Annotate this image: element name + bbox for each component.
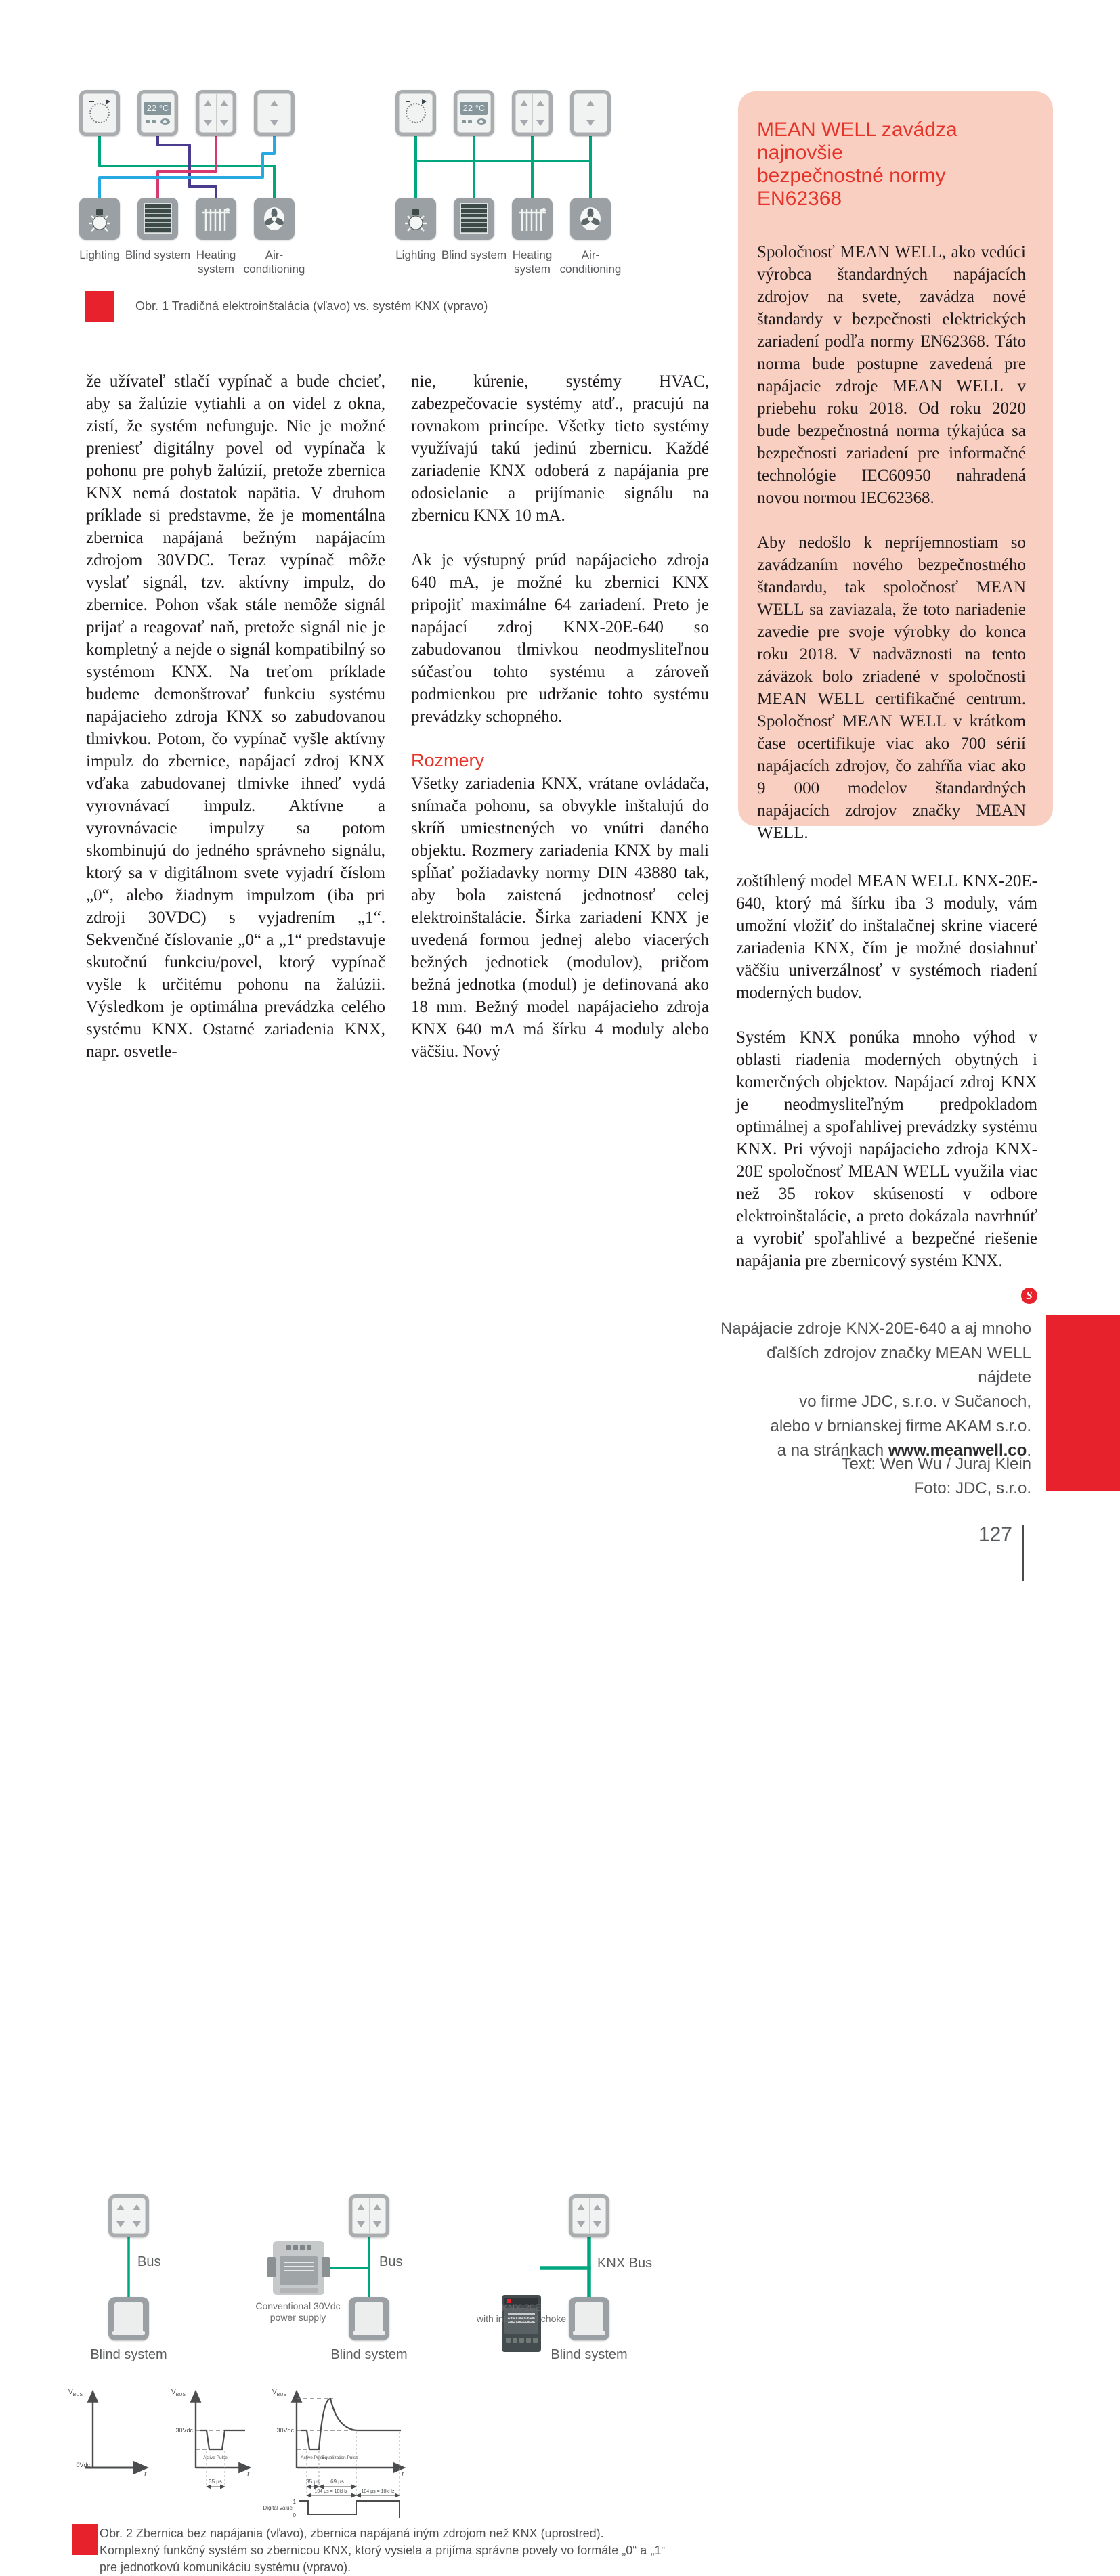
up-arrow-icon <box>577 2204 585 2210</box>
bus-label-left: Bus <box>137 2254 161 2269</box>
down-arrow-icon <box>520 120 528 126</box>
digital-zero-label: 0 <box>293 2512 296 2518</box>
rocker-cell <box>573 2198 589 2233</box>
zero-vdc-label: 0Vdc <box>76 2462 90 2468</box>
dimmer-face <box>399 93 433 133</box>
us35-label: 35 μs <box>306 2479 320 2485</box>
distributor-note-line-5-prefix: a na stránkach <box>777 1441 888 1460</box>
text-credit: Text: Wen Wu / Juraj Klein <box>841 1455 1031 1473</box>
thermostat-buttons <box>146 118 170 125</box>
down-arrow-icon <box>204 120 212 126</box>
psu-label <box>254 2300 342 2323</box>
figure-2-caption-line-3: pre jednotkovú komunikáciu systému (vpravo). <box>100 2560 351 2574</box>
end-of-article-mark: S <box>1021 1288 1037 1304</box>
down-arrow-icon <box>270 120 278 126</box>
vbus-trace <box>200 2430 245 2449</box>
article-column-2 <box>411 370 709 1063</box>
blind-system-middle <box>349 2297 389 2340</box>
figure-1 <box>0 0 718 318</box>
down-arrow-icon <box>116 2221 125 2227</box>
blind-label-right: Blind system <box>551 2347 628 2362</box>
thermostat <box>137 90 178 136</box>
aircon-device-knx <box>570 198 611 240</box>
knx20e-label <box>474 2302 569 2325</box>
psu-label-line-2: power supply <box>270 2312 326 2323</box>
credits <box>720 1452 1031 1501</box>
thermostat-button-icon <box>146 120 150 123</box>
double-rocker-switch <box>196 90 236 136</box>
up-arrow-icon <box>520 100 528 106</box>
digital-value-trace <box>299 2501 400 2518</box>
fan-icon <box>576 202 605 235</box>
thermostat-button-icon <box>468 120 472 123</box>
up-arrow-icon <box>270 100 278 106</box>
figure-2-caption-line-1: Obr. 2 Zbernica bez napájania (vľavo), zbernica napájaná iným zdrojom než KNX (uprostred). <box>100 2527 604 2540</box>
column-2-paragraph-2: Ak je výstupný prúd napájacieho zdroja 640 mA, je možné ku zbernici KNX pripojiť maximálne 64 zariadení. Preto je napájací zdroj KNX-20E-640 so zabudovanou tlmivkou neodmysliteľnou súčasťou tohto systému a zároveň podmienkou pre udržanie tohto systému prevádzky schopného. <box>411 551 709 726</box>
dimmer-switch-knx <box>395 90 436 136</box>
distributor-note-line-4: alebo v brnianskej firme AKAM s.r.o. <box>770 1417 1031 1435</box>
knx20e-label-line-1: KNX-20E <box>501 2302 542 2313</box>
single-rocker-switch <box>254 90 295 136</box>
page-edge-red-bar <box>1046 1315 1120 1491</box>
us35-label: 35 μs <box>209 2479 222 2485</box>
up-arrow-icon <box>536 100 544 106</box>
digital-value-label: Digital value <box>263 2505 293 2511</box>
label-heating-knx: Heating system <box>512 248 553 276</box>
rocker-cell <box>129 2198 146 2233</box>
blind-device <box>137 198 178 240</box>
up-arrow-icon <box>357 2204 365 2210</box>
down-arrow-icon <box>373 2221 381 2227</box>
knx-bus-label: KNX Bus <box>597 2256 653 2271</box>
meanwell-sidebar-box <box>738 91 1053 842</box>
rocker-face <box>112 2198 146 2234</box>
psu-din-clip-left <box>267 2257 276 2277</box>
article-column-1: že užívateľ stlačí vypínač a bude chcieť, aby sa žalúzie vytiahli a on videl z okna, zistí, že systém nefunguje. Nie je možné preniesť digitálny povel od vypínača k pohonu pre pohyb žalúzií, pretože zbernica KNX nemá dostatok napätia. V druhom príklade si predstavme, že je momentálna zbernica napájaná bežným napájacím zdrojom 30VDC. Teraz vypínač môže vyslať signál, tzv. aktívny impulz, do zbernice. Pohon však stále nemôže signál prijať a reagovať naň, pretože signál nie je kompletný a nejde o signál kompatibilný so systémom KNX. Na treťom príklade budeme demonštrovať funkciu systému napájacieho zdroja KNX so zabudovanou tlmivkou. Potom, čo vypínač vyšle aktívny impulz do zbernice, napájací zdroj KNX vďaka zabudovanej tlmivke ihneď vydá vyrovnávací impulz. Aktívne a vyrovnávacie impulzy sa potom skombinujú do jedného správneho signálu, ktorý sa v digitálnom svete vyjadrí číslom „0“, alebo žiadnym impulzom (iba pri zdroji 30VDC) s vyjadrením „1“. Sekvenčné číslovanie „0“ a „1“ predstavuje skutočnú funkciu/povel, ktorý vypínač vyšle k určitému pohonu na žalúzii. Výsledkom je optimálna prevádzka celého systému KNX. Ostatné zariadenia KNX, napr. osvetle- <box>86 372 385 1061</box>
dimmer-switch <box>79 90 120 136</box>
blinds-icon <box>460 203 488 234</box>
up-arrow-icon <box>204 100 212 106</box>
rocker-cell <box>589 2198 606 2233</box>
blind-system-left <box>108 2297 149 2340</box>
vbus-label: $V_{BUS}$ <box>171 2388 186 2397</box>
blind-system-right <box>569 2297 609 2340</box>
rocker-face <box>574 93 607 133</box>
knx20e-label-line-2: with integrated choke <box>476 2313 567 2324</box>
down-arrow-icon <box>133 2221 141 2227</box>
rocker-face <box>199 93 233 133</box>
rocker-cell <box>574 94 607 132</box>
radiator-icon <box>517 204 547 234</box>
rocker-cell <box>353 2198 369 2233</box>
rozmery-heading: Rozmery <box>411 750 485 770</box>
up-arrow-icon <box>116 2204 125 2210</box>
up-arrow-icon <box>586 100 595 106</box>
blind-switch-middle <box>349 2194 389 2237</box>
distributor-note <box>720 1317 1031 1463</box>
blind-label-left: Blind system <box>90 2347 167 2362</box>
label-blind: Blind system <box>125 248 191 261</box>
column-2-paragraph-1: nie, kúrenie, systémy HVAC, zabezpečovacie systémy atď., pracujú na rovnakom princípe. Všetky tieto systémy využívajú takú jedinú zbernicu. Každé zariadenie KNX odoberá z napájania pre odosielanie a prijímanie signálu na zbernicu KNX 10 mA. <box>411 372 709 525</box>
down-arrow-icon <box>536 120 544 126</box>
thirty-vdc-label: 30Vdc <box>175 2427 193 2434</box>
thirty-vdc-label: 30Vdc <box>276 2427 294 2434</box>
vbus-label: $V_{BUS}$ <box>272 2388 287 2397</box>
thermostat-knx <box>454 90 494 136</box>
rocker-face <box>257 93 291 133</box>
psu-terminals <box>280 2288 318 2293</box>
bus-label-middle: Bus <box>379 2254 403 2269</box>
meanwell-url-link[interactable]: www.meanwell.co <box>888 1441 1027 1460</box>
sidebar-title-line-1: MEAN WELL zavádza najnovšie <box>757 118 957 164</box>
page-number-divider <box>1022 1525 1024 1581</box>
t-label: t <box>247 2469 250 2479</box>
thermostat-display: 22 °C <box>144 102 171 115</box>
t-label: t <box>144 2469 147 2479</box>
up-arrow-icon <box>373 2204 381 2210</box>
label-heating: Heating system <box>196 248 236 276</box>
blind-switch-right <box>569 2194 609 2237</box>
thermostat-sensor-icon <box>477 118 486 125</box>
double-rocker-switch-knx <box>512 90 553 136</box>
blind-device-knx <box>454 198 494 240</box>
rocker-cell <box>516 94 532 132</box>
us104-label-1: 104 μs = 10kHz <box>314 2489 348 2494</box>
lighting-device <box>79 198 120 240</box>
psu-vents <box>280 2245 318 2253</box>
dimmer-arrow-icon <box>422 99 427 104</box>
psu-label-line-1: Conventional 30Vdc <box>255 2300 341 2311</box>
blinds-icon <box>144 203 172 234</box>
dimmer-arrow-icon <box>106 99 110 104</box>
figure-2-caption-marker <box>72 2524 98 2555</box>
rocker-cell <box>369 2198 386 2233</box>
heating-device <box>196 198 236 240</box>
lightbulb-icon <box>402 203 429 234</box>
radiator-icon <box>201 204 231 234</box>
thermostat-face <box>457 93 491 133</box>
thermostat-buttons <box>462 118 486 125</box>
active-pulse-label: Active Pulse <box>203 2455 228 2460</box>
thermostat-display: 22 °C <box>460 102 488 115</box>
dimmer-dial-icon <box>406 103 426 123</box>
article-column-3-paragraph-2: Systém KNX ponúka mnoho výhod v oblasti riadenia moderných obytných i komerčných objektov. Napájací zdroj KNX je neodmysliteľným predpokladom optimálnej a spoľahlivej prevádzky systému KNX. Pri vývoji napájacieho zdroja KNX-20E spoločnosť MEAN WELL využila viac než 35 rokov skúseností v odbore elektroinštalácie, a preto dokázala navrhnúť a vyrobiť spoľahlivé a bezpečné riešenie napájania pre zbernicový systém KNX. <box>736 1028 1037 1270</box>
rocker-cell <box>532 94 549 132</box>
distributor-note-line-1: Napájacie zdroje KNX-20E-640 a aj mnoho <box>720 1319 1031 1338</box>
down-arrow-icon <box>577 2221 585 2227</box>
sidebar-paragraph-1: Spoločnosť MEAN WELL, ako vedúci výrobca štandardných napájacích zdrojov na svete, zavádza nové štandardy v bezpečnosti elektrických zariadení podľa normy EN62368. Táto norma bude postupne zavedená pre napájacie zdroje MEAN WELL v priebehu roku 2018. Od roku 2020 bude bezpečnostná norma týkajúca sa bezpečnosti zariadení pre informačné technológie IEC60950 nahradená novou normou IEC62368. <box>757 243 1026 507</box>
dimmer-dial-icon <box>89 103 110 123</box>
label-blind-knx: Blind system <box>441 248 507 261</box>
photo-credit: Foto: JDC, s.r.o. <box>913 1479 1031 1498</box>
digital-one-label: 1 <box>293 2499 296 2505</box>
active-pulse-label: Active Pulse <box>301 2455 325 2460</box>
figure-2-caption-line-2: Komplexný funkčný systém so zbernicou KNX, ktorý vysiela a prijíma správne povely vo formáte „0“ a „1“ <box>100 2544 666 2557</box>
graph-bus-knx <box>263 2388 404 2518</box>
label-lighting-knx: Lighting <box>395 248 436 261</box>
vbus-label: $V_{BUS}$ <box>68 2388 83 2397</box>
distributor-note-line-3: vo firme JDC, s.r.o. v Sučanoch, <box>799 1393 1031 1411</box>
column-2-paragraph-3: Všetky zariadenia KNX, vrátane ovládača, snímača pohonu, sa obvykle inštalujú do skríň umiestnených vo vnútri daného objektu. Rozmery zariadenia KNX by mali spĺňať požiadavky normy DIN 43880 tak, aby bola zaistená jednotnosť celej elektroinštalácie. Šírka zariadení KNX je uvedená formou jednej alebo viacerých bežných jednotiek (modulov), pričom bežná jednotka (modul) je definovaná ako 18 mm. Bežný model napájacieho zdroja KNX 640 mA má šírku 4 moduly alebo väčšiu. Nový <box>411 774 709 1061</box>
vbus-trace <box>301 2399 401 2449</box>
article-column-3-paragraph-1: zoštíhlený model MEAN WELL KNX-20E-640, ktorý má šírku iba 3 moduly, vám umožní vložiť do inštalačnej skrine viaceré zariadenia KNX, čím je možné dosiahnuť väčšiu univerzálnosť v systémoch riadení moderných budov. <box>736 872 1037 1002</box>
graph-bus-unpowered <box>68 2388 147 2479</box>
thermostat-button-icon <box>462 120 466 123</box>
conventional-psu-module <box>273 2241 324 2295</box>
us104-label-2: 104 μs = 10kHz <box>361 2489 395 2494</box>
dimmer-minus-icon <box>89 101 94 102</box>
figure-2-caption <box>100 2525 723 2576</box>
psu-label-area <box>280 2256 318 2285</box>
label-aircon-knx: Air-conditioning <box>559 248 622 276</box>
knx20e-terminals <box>504 2338 538 2343</box>
dimmer-minus-icon <box>406 101 410 102</box>
blinds-icon <box>575 2302 603 2335</box>
label-aircon: Air-conditioning <box>243 248 305 276</box>
down-arrow-icon <box>586 120 595 126</box>
up-arrow-icon <box>593 2204 601 2210</box>
rocker-cell <box>200 94 216 132</box>
figure-2-graphs <box>58 2384 721 2520</box>
rocker-face <box>572 2198 606 2234</box>
rocker-face <box>515 93 549 133</box>
down-arrow-icon <box>593 2221 601 2227</box>
figure-2 <box>0 1083 745 2574</box>
up-arrow-icon <box>133 2204 141 2210</box>
figure-1-caption-marker <box>85 291 114 322</box>
sidebar-paragraph-2: Aby nedošlo k nepríjemnostiam so zavádzaním nového bezpečnostného štandardu, tak spoločnosť MEAN WELL sa zaviazala, že toto nariadenie zavedie pre svoje výrobky do konca roku 2018. V nadväznosti na tento záväzok bolo zriadené v spoločnosti MEAN WELL certifikačné centrum. Spoločnosť MEAN WELL v krátkom čase ocertifikuje viac ako 700 sérií napájacích zdrojov, čo zahŕňa viac ako 9 000 modelov štandardných napájacích zdrojov značky MEAN WELL. <box>757 533 1026 842</box>
psu-din-clip-right <box>322 2257 330 2277</box>
thermostat-button-icon <box>152 120 156 123</box>
us69-label: 69 μs <box>330 2479 344 2485</box>
lightbulb-icon <box>86 203 113 234</box>
down-arrow-icon <box>220 120 228 126</box>
dimmer-face <box>83 93 116 133</box>
blinds-icon <box>355 2302 383 2335</box>
rocker-cell <box>216 94 233 132</box>
fan-icon <box>259 202 289 235</box>
figure-1-caption: Obr. 1 Tradičná elektroinštalácia (vľavo) vs. systém KNX (vpravo) <box>135 299 488 313</box>
rocker-face <box>352 2198 386 2234</box>
single-rocker-switch-knx <box>570 90 611 136</box>
equalization-pulse-label: Equalization Pulse <box>322 2455 358 2460</box>
blind-switch-left <box>108 2194 149 2237</box>
label-lighting: Lighting <box>79 248 120 261</box>
down-arrow-icon <box>357 2221 365 2227</box>
distributor-note-line-5-suffix: . <box>1027 1441 1031 1460</box>
aircon-device <box>254 198 295 240</box>
rocker-cell <box>258 94 290 132</box>
thermostat-face <box>141 93 175 133</box>
thermostat-sensor-icon <box>160 118 170 125</box>
up-arrow-icon <box>220 100 228 106</box>
blind-label-middle: Blind system <box>330 2347 408 2362</box>
distributor-note-line-2: ďalších zdrojov značky MEAN WELL nájdete <box>767 1344 1031 1387</box>
blinds-icon <box>114 2302 143 2335</box>
lighting-device-knx <box>395 198 436 240</box>
sidebar-title-line-2: bezpečnostné normy EN62368 <box>757 165 946 210</box>
graph-bus-conventional <box>171 2388 250 2487</box>
t-label: t <box>402 2469 404 2479</box>
heating-device-knx <box>512 198 553 240</box>
page-number: 127 <box>978 1523 1012 1546</box>
rocker-cell <box>112 2198 129 2233</box>
